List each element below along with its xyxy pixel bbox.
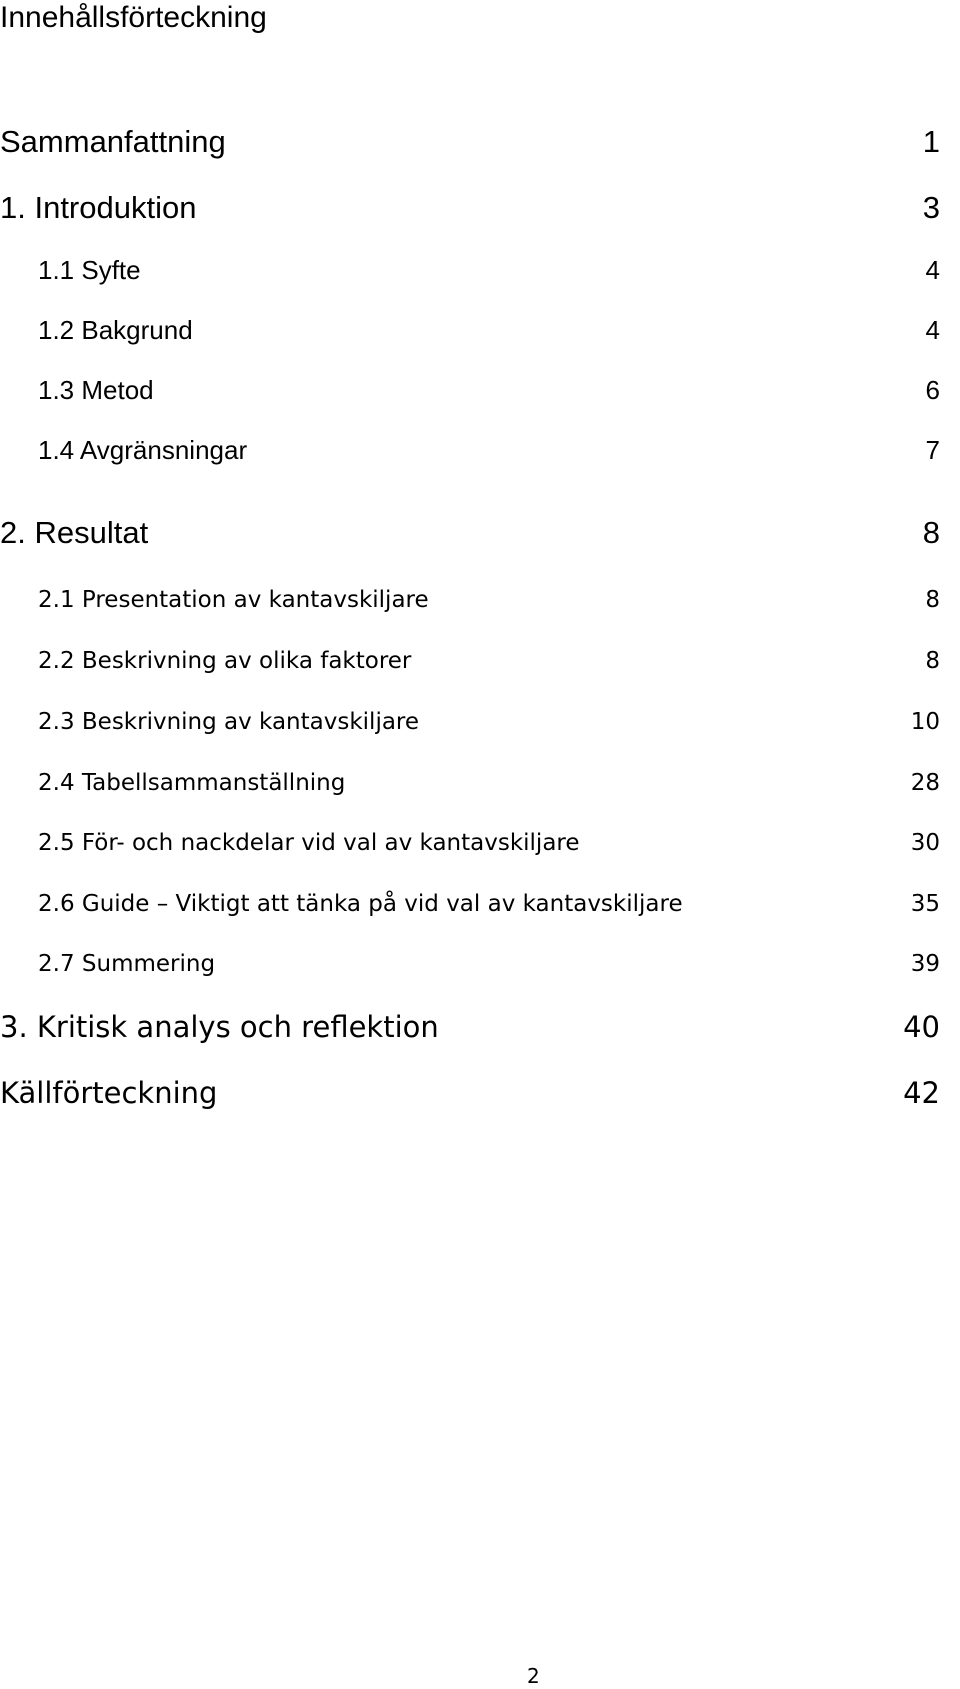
- toc-entry-page: 8: [925, 587, 940, 613]
- toc-entry-page: 28: [910, 770, 940, 796]
- toc-entry: [0, 370, 940, 410]
- toc-entry-page: 6: [925, 375, 940, 405]
- toc-entry: [0, 884, 940, 924]
- toc-entry: [0, 250, 940, 290]
- toc-entry: [0, 944, 940, 984]
- toc-entry-label: 2.5 För- och nackdelar vid val av kantavskiljare: [38, 830, 580, 856]
- toc-entry-page: 8: [922, 515, 940, 550]
- toc-entry-page: 1: [922, 124, 940, 159]
- toc-entry-page: 10: [910, 709, 940, 735]
- toc-entry-page: 3: [922, 190, 940, 225]
- toc-entry-label: 1. Introduktion: [0, 190, 197, 225]
- toc-entry: [0, 188, 940, 228]
- page-number: 2: [527, 1664, 540, 1688]
- toc-entry: [0, 430, 940, 470]
- toc-entry-label: 2.2 Beskrivning av olika faktorer: [38, 648, 412, 674]
- toc-entry-page: 42: [903, 1076, 940, 1110]
- toc-entry-page: 40: [903, 1010, 940, 1044]
- toc-entry-label: 2.3 Beskrivning av kantavskiljare: [38, 709, 420, 735]
- toc-entry-label: 2.4 Tabellsammanställning: [38, 770, 346, 796]
- toc-entry-label: Källförteckning: [0, 1076, 218, 1110]
- toc-entry: [0, 1007, 940, 1047]
- toc-entry-label: 1.1 Syfte: [38, 255, 141, 285]
- toc-entry-page: 7: [925, 435, 940, 465]
- toc-entry-label: 2. Resultat: [0, 515, 149, 550]
- toc-entry-page: 35: [910, 891, 940, 917]
- toc-heading: Innehållsförteckning: [0, 1, 267, 34]
- toc-entry-page: 39: [910, 951, 940, 977]
- toc-entry-label: Sammanfattning: [0, 124, 226, 159]
- toc-entry: [0, 580, 940, 620]
- toc-entry: [0, 513, 940, 553]
- toc-entry-page: 8: [925, 648, 940, 674]
- toc-entry-page: 4: [925, 315, 940, 345]
- toc-entry-label: 2.6 Guide – Viktigt att tänka på vid val av kantavskiljare: [38, 891, 683, 917]
- toc-entry-label: 1.4 Avgränsningar: [38, 435, 248, 465]
- toc-entry-label: 3. Kritisk analys och reflektion: [0, 1010, 439, 1044]
- toc-entry-page: 4: [925, 255, 940, 285]
- toc-entry: [0, 763, 940, 803]
- toc-entry: [0, 823, 940, 863]
- toc-entry-label: 1.2 Bakgrund: [38, 315, 193, 345]
- toc-entry-label: 2.7 Summering: [38, 951, 216, 977]
- toc-entry: [0, 310, 940, 350]
- toc-entry-label: 2.1 Presentation av kantavskiljare: [38, 587, 429, 613]
- toc-entry-label: 1.3 Metod: [38, 375, 154, 405]
- toc-entry: [0, 1073, 940, 1113]
- toc-entry-page: 30: [910, 830, 940, 856]
- toc-entry: [0, 641, 940, 681]
- toc-entry: [0, 702, 940, 742]
- toc-entry: [0, 122, 940, 162]
